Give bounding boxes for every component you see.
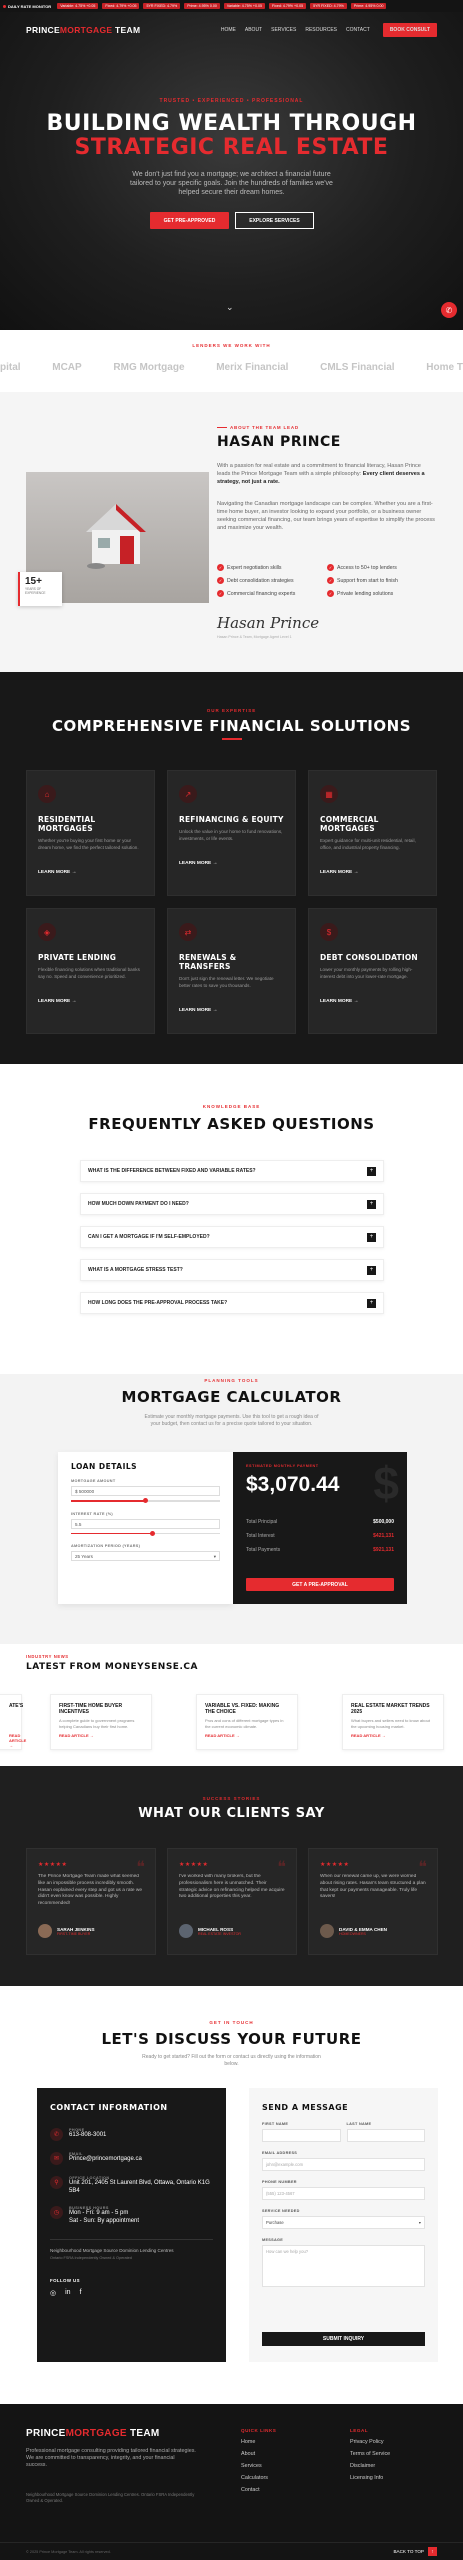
about-paragraph: With a passion for real estate and a commitment to financial literacy, Hasan Prince leads the Prince Mortgage Team with a simple philosophy: Every client deserves a strategy, not just a rate.	[217, 463, 425, 485]
article-card[interactable]: REAL ESTATE MARKET TRENDS 2025 What buyers and sellers need to know about the upcoming housing market. READ ARTICLE →	[342, 1694, 444, 1750]
contact-subtitle: Ready to get started? Fill out the form or contact us directly using the information below.	[142, 2054, 321, 2067]
faq-title: FREQUENTLY ASKED QUESTIONS	[88, 1115, 375, 1133]
footer-link[interactable]: About	[241, 2451, 256, 2457]
faq-eyebrow: KNOWLEDGE BASE	[202, 1104, 261, 1109]
avatar	[38, 1924, 52, 1938]
phone-fab-icon[interactable]: ✆	[441, 302, 457, 318]
service-card[interactable]: ⌂ RESIDENTIAL MORTGAGES Whether you're buying your first home or your dream home, we find the perfect tailored solution. LEARN MORE →	[26, 770, 155, 896]
calc-subtitle: Estimate your monthly mortgage payments. Use this tool to get a rough idea of your budget, then contact us for a precise quote tailored to your situation.	[144, 1414, 319, 1427]
faq-item[interactable]: WHAT IS THE DIFFERENCE BETWEEN FIXED AND VARIABLE RATES? +	[80, 1160, 384, 1182]
home-icon: ⌂	[38, 785, 56, 803]
learn-more-link[interactable]: LEARN MORE →	[320, 870, 359, 875]
calc-eyebrow: PLANNING TOOLS	[204, 1378, 259, 1383]
about-section	[0, 392, 463, 672]
map-pin-icon: ⚲	[50, 2176, 63, 2189]
service-card[interactable]: ⇄ RENEWALS & TRANSFERS Don't just sign the renewal letter. We negotiate better rates to save you thousands. LEARN MORE →	[167, 908, 296, 1034]
footer-link[interactable]: Contact	[241, 2487, 260, 2493]
news-section	[0, 1644, 463, 1766]
ticker-label: DAILY RATE MONITOR	[3, 4, 51, 9]
testimonials-title: WHAT OUR CLIENTS SAY	[138, 1806, 325, 1821]
footer-registration: Neighbourhood Mortgage Source Dominion Lending Centres. Ontario FSRA Independently Owned & Operated.	[26, 2492, 195, 2503]
last-name-input[interactable]	[347, 2129, 426, 2142]
article-card[interactable]: ATE'S READ ARTICLE →	[0, 1694, 22, 1750]
learn-more-link[interactable]: LEARN MORE →	[179, 1008, 218, 1013]
contact-section	[0, 1986, 463, 2404]
lender-logo: pital	[0, 362, 21, 373]
nav-resources[interactable]: RESOURCES	[305, 27, 338, 33]
article-card[interactable]: FIRST-TIME HOME BUYER INCENTIVES A complete guide to government programs helping Canadians buy their first home. READ ARTICLE →	[50, 1694, 152, 1750]
testimonial-card: ❝ ★★★★★ The Prince Mortgage Team made what seemed like an impossible process incredibly smooth. Hasan explained every step and got us a rate we didn't even know was possible. Highly recommended! SARAH JENKINS FIRST-TIME BUYER	[26, 1848, 156, 1955]
read-article-link[interactable]: READ ARTICLE →	[205, 1733, 240, 1738]
quote-icon: ❝	[136, 1857, 145, 1876]
footer-link[interactable]: Terms of Service	[350, 2451, 391, 2457]
footer-bar	[0, 2542, 463, 2560]
about-name: HASAN PRINCE	[217, 434, 341, 450]
book-consult-button[interactable]: BOOK CONSULT	[383, 23, 437, 37]
loan-details-panel: LOAN DETAILS MORTGAGE AMOUNT $ 500000 INTEREST RATE (%) 5.5 AMORTIZATION PERIOD (YEARS) 25 Years ▾	[58, 1452, 233, 1604]
get-pre-approval-button[interactable]: GET A PRE-APPROVAL	[246, 1578, 394, 1591]
star-rating: ★★★★★	[320, 1862, 350, 1868]
plus-icon[interactable]: +	[367, 1233, 376, 1242]
interest-rate-input[interactable]: 5.5	[71, 1519, 220, 1529]
hero-section	[0, 12, 463, 330]
footer-link[interactable]: Home	[241, 2439, 256, 2445]
message-form: SEND A MESSAGE FIRST NAME LAST NAME EMAIL ADDRESS john@example.com PHONE NUMBER (555) 123-4567 SERVICE NEEDED Purchase ▾ MESSAGE How can we help you? SUBMIT INQUIRY	[249, 2088, 438, 2362]
services-eyebrow: OUR EXPERTISE	[206, 708, 257, 713]
faq-item[interactable]: WHAT IS A MORTGAGE STRESS TEST? +	[80, 1259, 384, 1281]
star-rating: ★★★★★	[38, 1862, 68, 1868]
services-title: COMPREHENSIVE FINANCIAL SOLUTIONS	[52, 717, 411, 735]
feature-item: ✓ Support from start to finish	[327, 577, 437, 584]
back-to-top-link[interactable]: BACK TO TOP	[393, 2549, 424, 2554]
registration-note: Neighbourhood Mortgage Source Dominion Lending Centres	[50, 2239, 213, 2254]
location-row: ⚲ OFFICE LOCATION Unit 201, 2405 St Laurent Blvd, Ottawa, Ontario K1G 5B4	[50, 2176, 213, 2195]
feature-item: ✓ Private lending solutions	[327, 590, 437, 597]
dollar-icon: $	[320, 923, 338, 941]
avatar	[320, 1924, 334, 1938]
trend-up-icon: ↗	[179, 785, 197, 803]
chevron-down-icon: ▾	[418, 2220, 421, 2225]
feature-item: ✓ Expert negotiation skills	[217, 564, 327, 571]
contact-eyebrow: GET IN TOUCH	[209, 2020, 254, 2025]
footer-link[interactable]: Services	[241, 2463, 262, 2469]
service-select[interactable]: Purchase ▾	[262, 2216, 425, 2229]
follow-us-label: FOLLOW US	[50, 2278, 80, 2283]
lender-logo: MCAP	[52, 362, 82, 373]
about-paragraph: Navigating the Canadian mortgage landscape can be complex. Whether you are a first-time home buyer, an investor looking to expand your portfolio, or a business owner seeking commercial financing, our team brings years of expertise to simplify the process and maximize your wealth.	[217, 501, 435, 531]
hero-eyebrow: TRUSTED • EXPERIENCED • PROFESSIONAL	[159, 98, 304, 104]
footer-link[interactable]: Disclaimer	[350, 2463, 376, 2469]
first-name-input[interactable]	[262, 2129, 341, 2142]
signature: Hasan Prince	[217, 614, 320, 632]
phone-input[interactable]: (555) 123-4567	[262, 2187, 425, 2200]
read-article-link[interactable]: READ ARTICLE →	[59, 1733, 94, 1738]
quote-icon: ❝	[418, 1857, 427, 1876]
mortgage-amount-input[interactable]: $ 500000	[71, 1486, 220, 1496]
news-eyebrow: INDUSTRY NEWS	[26, 1654, 69, 1659]
email-row[interactable]: ✉ EMAIL Prince@princemortgage.ca	[50, 2152, 213, 2165]
feature-list	[217, 564, 437, 597]
learn-more-link[interactable]: LEARN MORE →	[38, 999, 77, 1004]
nav-services[interactable]: SERVICES	[271, 27, 297, 33]
mail-icon: ✉	[50, 2152, 63, 2165]
lender-logo: Home T	[426, 362, 463, 373]
rate-ticker	[0, 0, 463, 12]
testimonial-card: ❝ ★★★★★ I've worked with many brokers, but the professionalism here is unmatched. Their strategic advice on refinancing helped me acquire two additional properties this year. MICHAEL ROSS REAL ESTATE INVESTOR	[167, 1848, 297, 1955]
service-card[interactable]: ↗ REFINANCING & EQUITY Unlock the value in your home to fund renovations, investments, or life events. LEARN MORE →	[167, 770, 296, 896]
refresh-icon: ⇄	[179, 923, 197, 941]
ticker-chip: Fixed: 4.79% +0.05	[269, 3, 306, 9]
plus-icon[interactable]: +	[367, 1200, 376, 1209]
ticker-chip: 5YR FIXED: 4.79%	[143, 3, 180, 9]
hero-subtitle: We don't just find you a mortgage; we architect a financial future tailored to your specific goals. Join the hundreds of families we've helped secure their dream homes.	[130, 171, 333, 196]
main-nav	[0, 12, 463, 48]
submit-inquiry-button[interactable]: SUBMIT INQUIRY	[262, 2332, 425, 2346]
service-card[interactable]: ◈ PRIVATE LENDING Flexible financing solutions when traditional banks say no. Speed and convenience prioritized. LEARN MORE →	[26, 908, 155, 1034]
rate-slider[interactable]	[71, 1533, 220, 1535]
star-rating: ★★★★★	[179, 1862, 209, 1868]
key-icon: ◈	[38, 923, 56, 941]
amortization-select[interactable]: 25 Years ▾	[71, 1551, 220, 1561]
nav-home[interactable]: HOME	[220, 27, 236, 33]
feature-item: ✓ Debt consolidation strategies	[217, 577, 327, 584]
quick-links: QUICK LINKS Home About Services Calculators Contact	[241, 2428, 277, 2493]
lenders-section	[0, 330, 463, 392]
get-pre-approved-button[interactable]: GET PRE-APPROVED	[150, 212, 229, 229]
learn-more-link[interactable]: LEARN MORE →	[320, 999, 359, 1004]
services-section	[0, 672, 463, 1064]
footer-description: Professional mortgage consulting providing tailored financial strategies. We are committed to transparency, integrity, and your financial success.	[26, 2448, 196, 2469]
nav-about[interactable]: ABOUT	[244, 27, 263, 33]
title-underline	[222, 738, 242, 740]
contact-title: LET'S DISCUSS YOUR FUTURE	[101, 2030, 362, 2048]
plus-icon[interactable]: +	[367, 1266, 376, 1275]
faq-item[interactable]: HOW LONG DOES THE PRE-APPROVAL PROCESS TAKE? +	[80, 1292, 384, 1314]
experience-badge: 15+ YEARS OF EXPERIENCE	[18, 572, 62, 606]
feature-item: ✓ Access to 50+ top lenders	[327, 564, 437, 571]
calculator-section	[0, 1374, 463, 1644]
ticker-chip: Variable: 4.75% +0.05	[224, 3, 265, 9]
amount-slider[interactable]	[71, 1500, 220, 1502]
read-article-link[interactable]: READ ARTICLE →	[9, 1733, 27, 1748]
phone-icon: ✆	[50, 2128, 63, 2141]
learn-more-link[interactable]: LEARN MORE →	[179, 861, 218, 866]
plus-icon[interactable]: +	[367, 1299, 376, 1308]
feature-item: ✓ Commercial financing experts	[217, 590, 327, 597]
lender-logo: Merix Financial	[216, 362, 289, 373]
faq-section	[0, 1064, 463, 1374]
ticker-chip: Prime: 4.95% 0.00	[351, 3, 387, 9]
avatar	[179, 1924, 193, 1938]
payment-result-panel: $ ESTIMATED MONTHLY PAYMENT $3,070.44 Total Principal $500,000 Total Interest $421,131 Total Payments $921,131 GET A PRE-APPROVAL	[233, 1452, 407, 1604]
total-principal-row: Total Principal $500,000	[246, 1519, 394, 1525]
linkedin-icon[interactable]: in	[65, 2289, 71, 2296]
hero-title: BUILDING WEALTH THROUGH STRATEGIC REAL ESTATE	[46, 111, 417, 160]
faq-item[interactable]: CAN I GET A MORTGAGE IF I'M SELF-EMPLOYED? +	[80, 1226, 384, 1248]
testimonials-eyebrow: SUCCESS STORIES	[202, 1796, 261, 1801]
contact-info-panel: CONTACT INFORMATION ✆ PHONE 613-808-3001 ✉ EMAIL Prince@princemortgage.ca ⚲ OFFICE LOCATION Unit 201, 2405 St Laurent Blvd, Ottawa, Ontario K1G 5B4 ◷ BUSINESS HOURS Mon - Fri: 9 am - 5 pm Sat - Sun: By appointment Neighbourhood Mortgage Source Dominion Lending Centres Ontario FSRA Independently Owned & Operated FOLLOW US ◎ in f	[37, 2088, 226, 2362]
plus-icon[interactable]: +	[367, 1167, 376, 1176]
ticker-chip: Variable: 4.75% +0.05	[57, 3, 98, 9]
lenders-title: LENDERS WE WORK WITH	[192, 343, 271, 348]
read-article-link[interactable]: READ ARTICLE →	[351, 1733, 386, 1738]
site-footer	[0, 2404, 463, 2560]
nav-contact[interactable]: CONTACT	[346, 27, 370, 33]
calc-title: MORTGAGE CALCULATOR	[121, 1388, 342, 1406]
signature-caption: Hasan Prince & Team, Mortgage Agent Level 1	[217, 635, 292, 639]
legal-links: LEGAL Privacy Policy Terms of Service Disclaimer Licensing Info	[350, 2428, 391, 2481]
facebook-icon[interactable]: f	[79, 2289, 82, 2296]
hours-row: ◷ BUSINESS HOURS Mon - Fri: 9 am - 5 pm Sat - Sun: By appointment	[50, 2206, 213, 2225]
about-eyebrow: ABOUT THE TEAM LEAD	[217, 425, 299, 430]
footer-link[interactable]: Licensing Info	[350, 2475, 384, 2481]
ticker-chip: Prime: 4.95% 0.00	[184, 3, 220, 9]
chevron-down-icon: ▾	[213, 1554, 216, 1559]
learn-more-link[interactable]: LEARN MORE →	[38, 870, 77, 875]
registration-small: Ontario FSRA Independently Owned & Operated	[50, 2256, 132, 2260]
testimonials-section	[0, 1766, 463, 1986]
footer-link[interactable]: Privacy Policy	[350, 2439, 384, 2445]
site-logo[interactable]: PRINCEMORTGAGE TEAM	[26, 25, 141, 35]
instagram-icon[interactable]: ◎	[50, 2290, 57, 2297]
total-interest-row: Total Interest $421,131	[246, 1533, 394, 1539]
service-card[interactable]: ▦ COMMERCIAL MORTGAGES Expert guidance for multi-unit residential, retail, office, and industrial property financing. LEARN MORE →	[308, 770, 437, 896]
message-textarea[interactable]: How can we help you?	[262, 2245, 425, 2287]
explore-services-button[interactable]: EXPLORE SERVICES	[235, 212, 314, 229]
total-payments-row: Total Payments $921,131	[246, 1547, 394, 1553]
testimonial-card: ❝ ★★★★★ When our renewal came up, we were worried about rising rates. Hasan's team structured a plan that kept our payments manageable. Truly life savers! DAVID & EMMA CHEN HOMEOWNERS	[308, 1848, 438, 1955]
phone-row[interactable]: ✆ PHONE 613-808-3001	[50, 2128, 213, 2141]
quote-icon: ❝	[277, 1857, 286, 1876]
building-icon: ▦	[320, 785, 338, 803]
news-title: LATEST FROM MONEYSENSE.CA	[26, 1662, 198, 1672]
house-model-icon	[76, 492, 156, 572]
service-card[interactable]: $ DEBT CONSOLIDATION Lower your monthly payments by rolling high-interest debt into your lower-rate mortgage. LEARN MORE →	[308, 908, 437, 1034]
footer-logo[interactable]: PRINCEMORTGAGE TEAM	[26, 2428, 160, 2439]
arrow-up-icon[interactable]: ↑	[428, 2547, 437, 2556]
ticker-chip: Fixed: 4.79% +0.05	[102, 3, 139, 9]
lender-logo: RMG Mortgage	[113, 362, 185, 373]
chevron-down-icon[interactable]: ⌄	[226, 302, 234, 312]
copyright: © 2025 Prince Mortgage Team. All rights reserved.	[26, 2549, 111, 2554]
ticker-chip: 5YR FIXED: 4.79%	[310, 3, 347, 9]
monthly-payment: $3,070.44	[246, 1473, 340, 1496]
lender-logo: CMLS Financial	[320, 362, 395, 373]
dollar-watermark-icon: $	[373, 1457, 399, 1509]
footer-link[interactable]: Calculators	[241, 2475, 268, 2481]
email-input[interactable]: john@example.com	[262, 2158, 425, 2171]
clock-icon: ◷	[50, 2206, 63, 2219]
article-card[interactable]: VARIABLE VS. FIXED: MAKING THE CHOICE Pros and cons of different mortgage types in the current economic climate. READ ARTICLE →	[196, 1694, 298, 1750]
faq-item[interactable]: HOW MUCH DOWN PAYMENT DO I NEED? +	[80, 1193, 384, 1215]
